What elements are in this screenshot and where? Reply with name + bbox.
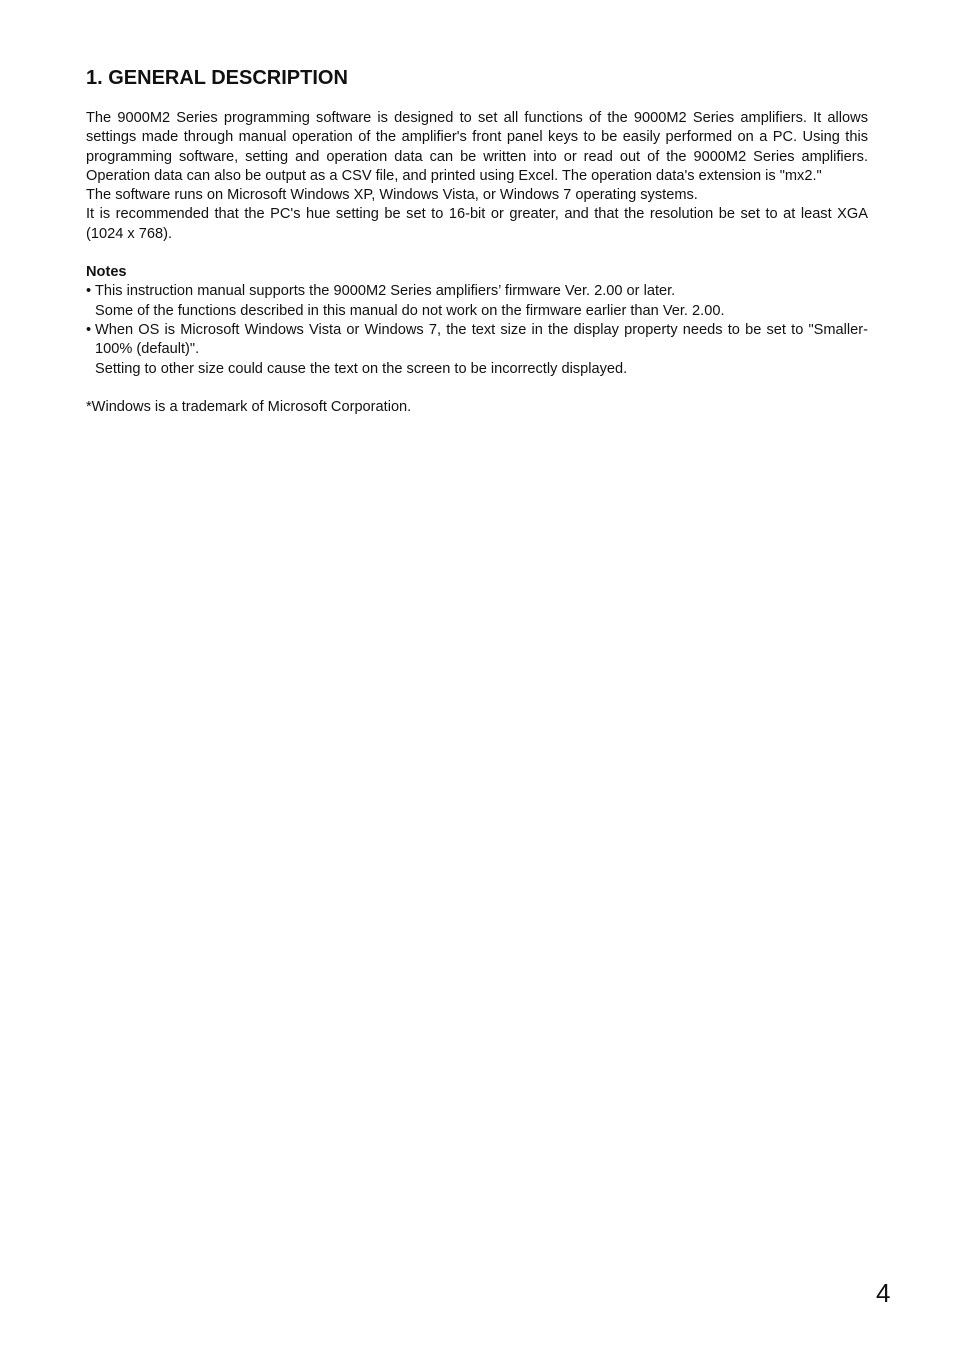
- bullet-icon: •: [86, 283, 92, 300]
- note-line: When OS is Microsoft Windows Vista or Windows 7, the text size in the display property needs to be set to "Smaller-100% (default)".: [95, 321, 868, 358]
- intro-block: [86, 109, 868, 244]
- note-line: Setting to other size could cause the text on the screen to be incorrectly displayed.: [95, 360, 628, 377]
- note-item: [86, 321, 868, 379]
- trademark-note: *Windows is a trademark of Microsoft Corporation.: [86, 398, 412, 415]
- bullet-icon: •: [86, 321, 92, 338]
- note-item: [86, 282, 868, 321]
- document-page: [86, 64, 868, 417]
- notes-heading: Notes: [86, 264, 127, 281]
- note-content: [95, 321, 868, 379]
- intro-paragraph-1: The 9000M2 Series programming software is designed to set all functions of the 9000M2 Series amplifiers. It allows settings made through manual operation of the amplifier's front panel keys to be easily performed on a PC. Using this programming software, setting and operation data can be written into or read out of the 9000M2 Series amplifiers. Operation data can also be output as a CSV file, and printed using Excel. The operation data's extension is "mx2.": [86, 110, 868, 184]
- note-line: Some of the functions described in this manual do not work on the firmware earlier than Ver. 2.00.: [95, 302, 725, 319]
- spacer: [86, 244, 868, 263]
- note-line: This instruction manual supports the 9000M2 Series amplifiers’ firmware Ver. 2.00 or later.: [95, 283, 676, 300]
- page-number: 4: [876, 1278, 891, 1308]
- spacer: [86, 379, 868, 398]
- note-content: [95, 282, 868, 321]
- intro-paragraph-3: It is recommended that the PC's hue setting be set to 16-bit or greater, and that the resolution be set to at least XGA (1024 x 768).: [86, 206, 868, 242]
- section-title: 1. GENERAL DESCRIPTION: [86, 67, 348, 89]
- notes-block: [86, 263, 868, 379]
- intro-paragraph-2: The software runs on Microsoft Windows XP, Windows Vista, or Windows 7 operating systems.: [86, 187, 698, 204]
